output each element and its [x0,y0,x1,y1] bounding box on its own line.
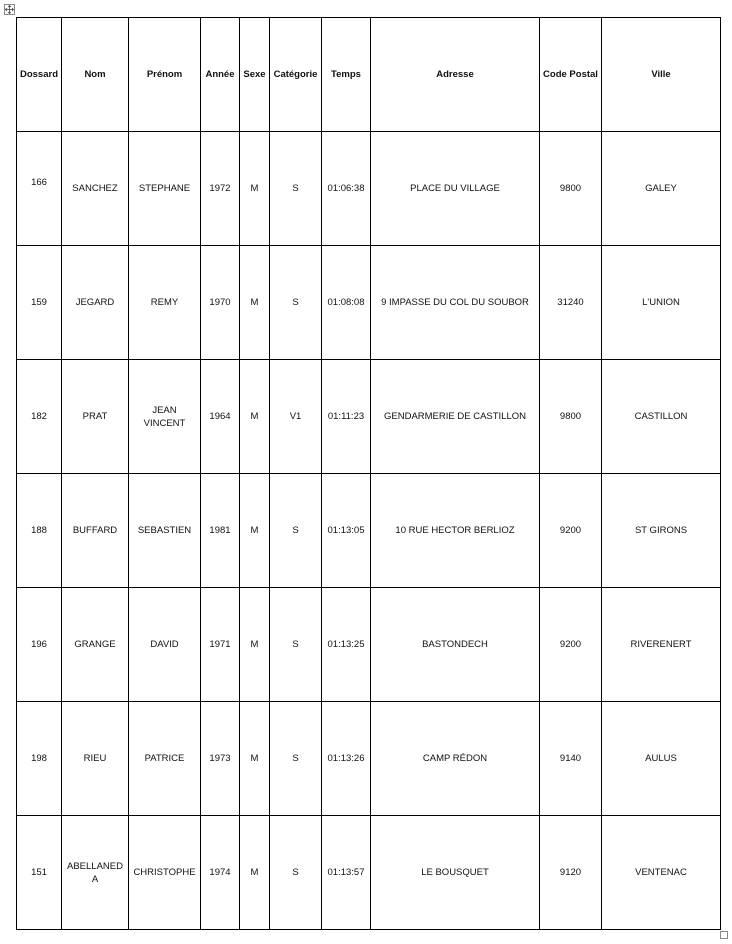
cell-code-postal: 9120 [540,816,602,930]
cell-categorie: S [270,588,322,702]
header-dossard: Dossard [17,18,62,132]
cell-adresse: BASTONDECH [371,588,540,702]
header-code-postal: Code Postal [540,18,602,132]
cell-nom: BUFFARD [62,474,129,588]
table-row [17,474,721,588]
cell-dossard-text: 166 [31,177,47,188]
header-annee: Année [201,18,240,132]
table-resize-handle[interactable] [720,931,728,939]
cell-prenom: CHRISTOPHE [129,816,201,930]
header-ville: Ville [602,18,721,132]
cell-code-postal: 9200 [540,588,602,702]
table-row [17,588,721,702]
cell-categorie: S [270,816,322,930]
cell-nom: GRANGE [62,588,129,702]
cell-sexe: M [240,588,270,702]
cell-prenom: REMY [129,246,201,360]
table-row [17,360,721,474]
table-row [17,132,721,246]
cell-dossard: 198 [17,702,62,816]
cell-nom: RIEU [62,702,129,816]
cell-code-postal: 9140 [540,702,602,816]
header-categorie: Catégorie [270,18,322,132]
cell-adresse: LE BOUSQUET [371,816,540,930]
cell-ville: CASTILLON [602,360,721,474]
cell-sexe: M [240,360,270,474]
cell-annee: 1964 [201,360,240,474]
results-table [16,17,721,930]
cell-ville: AULUS [602,702,721,816]
cell-adresse: GENDARMERIE DE CASTILLON [371,360,540,474]
header-prenom: Prénom [129,18,201,132]
cell-adresse: PLACE DU VILLAGE [371,132,540,246]
cell-temps: 01:13:57 [322,816,371,930]
cell-temps: 01:11:23 [322,360,371,474]
cell-dossard: 188 [17,474,62,588]
move-arrows-icon [5,5,14,14]
cell-annee: 1970 [201,246,240,360]
cell-nom: JEGARD [62,246,129,360]
cell-dossard: 196 [17,588,62,702]
cell-adresse: CAMP RÉDON [371,702,540,816]
cell-temps: 01:13:05 [322,474,371,588]
cell-temps: 01:13:25 [322,588,371,702]
cell-prenom: DAVID [129,588,201,702]
cell-dossard: 151 [17,816,62,930]
cell-dossard: 159 [17,246,62,360]
cell-prenom: JEAN VINCENT [129,360,201,474]
cell-nom: SANCHEZ [62,132,129,246]
table-row [17,702,721,816]
cell-annee: 1981 [201,474,240,588]
header-sexe: Sexe [240,18,270,132]
cell-categorie: S [270,474,322,588]
table-row [17,246,721,360]
cell-categorie: S [270,132,322,246]
cell-temps: 01:08:08 [322,246,371,360]
cell-prenom: SEBASTIEN [129,474,201,588]
cell-ville: RIVERENERT [602,588,721,702]
cell-ville: ST GIRONS [602,474,721,588]
cell-adresse: 9 IMPASSE DU COL DU SOUBOR [371,246,540,360]
cell-sexe: M [240,702,270,816]
cell-ville: VENTENAC [602,816,721,930]
cell-annee: 1974 [201,816,240,930]
cell-temps: 01:06:38 [322,132,371,246]
cell-categorie: V1 [270,360,322,474]
cell-ville: GALEY [602,132,721,246]
cell-annee: 1971 [201,588,240,702]
cell-nom: PRAT [62,360,129,474]
cell-sexe: M [240,474,270,588]
cell-prenom: STEPHANE [129,132,201,246]
cell-adresse: 10 RUE HECTOR BERLIOZ [371,474,540,588]
cell-nom: ABELLANEDA [62,816,129,930]
cell-categorie: S [270,246,322,360]
cell-temps: 01:13:26 [322,702,371,816]
cell-code-postal: 31240 [540,246,602,360]
cell-annee: 1973 [201,702,240,816]
header-adresse: Adresse [371,18,540,132]
cell-ville: L'UNION [602,246,721,360]
header-nom: Nom [62,18,129,132]
cell-sexe: M [240,816,270,930]
cell-dossard: 182 [17,360,62,474]
cell-categorie: S [270,702,322,816]
cell-code-postal: 9200 [540,474,602,588]
cell-sexe: M [240,246,270,360]
cell-dossard [17,132,62,246]
header-temps: Temps [322,18,371,132]
cell-prenom: PATRICE [129,702,201,816]
table-move-handle[interactable] [4,4,15,15]
cell-annee: 1972 [201,132,240,246]
cell-code-postal: 9800 [540,360,602,474]
cell-sexe: M [240,132,270,246]
cell-code-postal: 9800 [540,132,602,246]
table-row [17,816,721,930]
header-row [17,18,721,132]
